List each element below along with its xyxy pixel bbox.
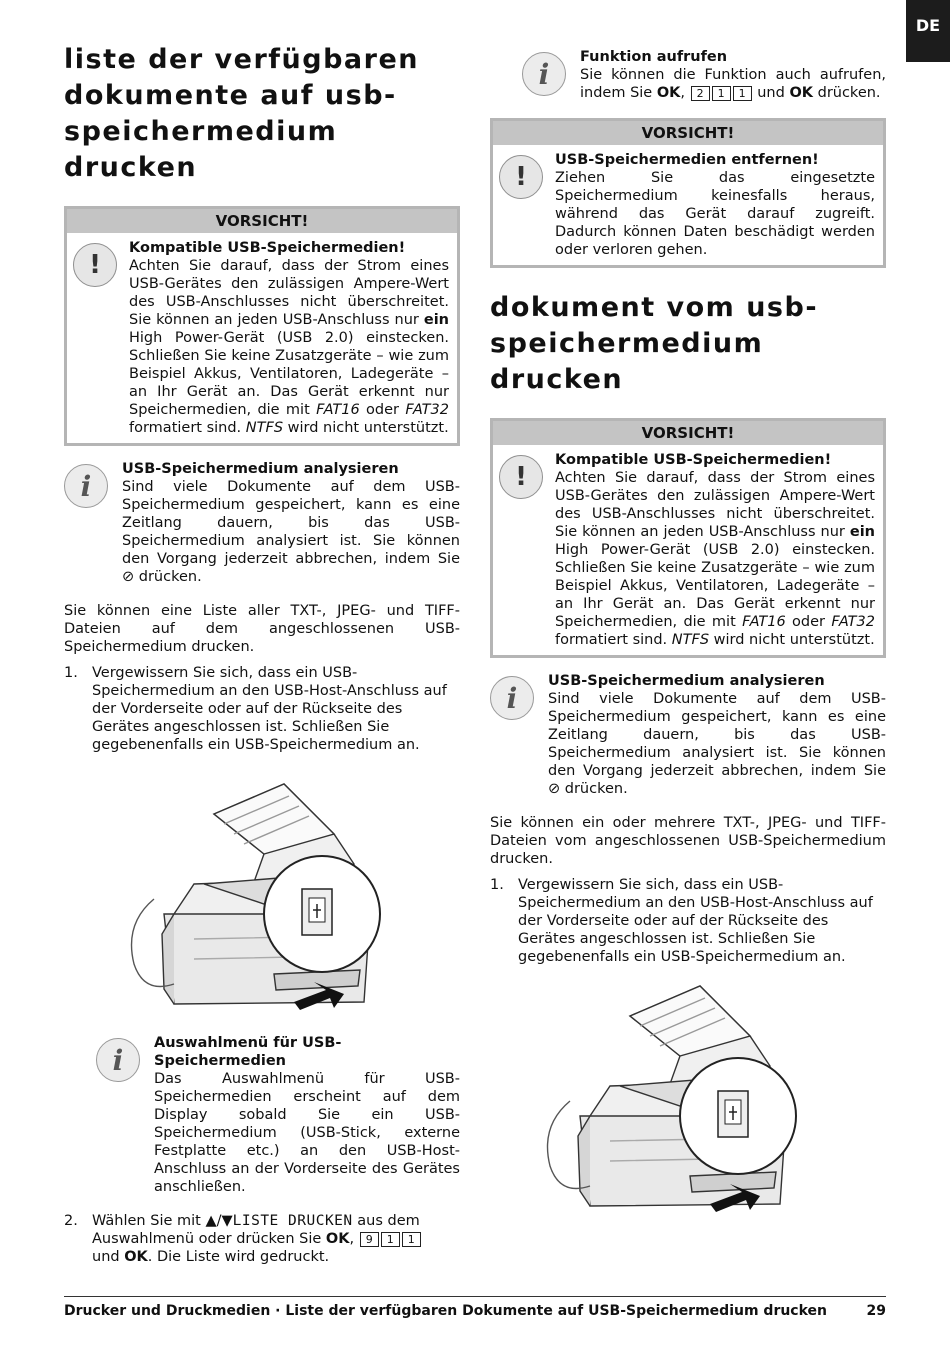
device-illustration bbox=[490, 976, 886, 1226]
exclamation-icon: ! bbox=[499, 155, 543, 199]
info-icon: i bbox=[522, 52, 566, 96]
left-column bbox=[64, 42, 460, 1276]
up-down-arrows-icon: ▲/▼ bbox=[205, 1213, 233, 1229]
warning-text: Ziehen Sie das eingesetzte Speichermedium keinesfalls heraus, während das Gerät darauf zugreift. Dadurch können Daten beschädigt werden oder verloren gehen. bbox=[555, 170, 875, 258]
right-column bbox=[490, 48, 886, 1226]
language-tab: DE bbox=[906, 0, 950, 62]
warning-title: Kompatible USB-Speichermedien! bbox=[555, 452, 832, 468]
step-2: 2. Wählen Sie mit ▲/▼LISTE DRUCKEN aus dem Auswahlmenü oder drücken Sie OK, 9 1 1 und OK. Die Liste wird gedruckt. bbox=[64, 1213, 420, 1265]
step-1: 1. Vergewissern Sie sich, dass ein USB-Speichermedium an den USB-Host-Anschluss auf der Vorderseite oder auf der Rückseite des Gerätes angeschlossen ist. Schließen Sie gegebenenfalls ein USB-Speichermedium an. bbox=[64, 665, 447, 753]
warning-label: VORSICHT! bbox=[493, 121, 883, 145]
info-box bbox=[490, 672, 886, 798]
key-1: 1 bbox=[733, 86, 752, 101]
step-1: 1. Vergewissern Sie sich, dass ein USB-Speichermedium an den USB-Host-Anschluss auf der Vorderseite oder auf der Rückseite des Gerätes angeschlossen ist. Schließen Sie gegebenenfalls ein USB-Speichermedium an. bbox=[490, 877, 873, 965]
intro-paragraph: Sie können ein oder mehrere TXT-, JPEG- und TIFF-Dateien vom angeschlossenen USB-Speichermedium drucken. bbox=[490, 815, 886, 867]
info-box bbox=[522, 48, 886, 102]
exclamation-icon: ! bbox=[499, 455, 543, 499]
stop-icon: ⊘ bbox=[122, 569, 135, 585]
info-title: Auswahlmenü für USB-Speichermedien bbox=[154, 1035, 342, 1069]
key-1: 1 bbox=[712, 86, 731, 101]
info-icon: i bbox=[64, 464, 108, 508]
device-illustration bbox=[64, 764, 460, 1026]
info-icon: i bbox=[490, 676, 534, 720]
warning-label: VORSICHT! bbox=[67, 209, 457, 233]
steps-list bbox=[64, 664, 460, 754]
info-title: USB-Speichermedium analysieren bbox=[548, 673, 825, 689]
warning-title: Kompatible USB-Speichermedien! bbox=[129, 240, 406, 256]
key-1: 1 bbox=[381, 1232, 400, 1247]
page-footer bbox=[64, 1296, 886, 1319]
section-heading: dokument vom usb-speichermedium drucken bbox=[490, 292, 819, 395]
info-text: Sind viele Dokumente auf dem USB-Speichermedium gespeichert, kann es eine Zeitlang dauern, bis das USB-Speichermedium analysiert ist. Sie können den Vorgang jederzeit abbrechen, indem Sie ⊘ drücken. bbox=[548, 691, 886, 797]
info-title: Funktion aufrufen bbox=[580, 49, 728, 65]
info-text: Sie können die Funktion auch aufrufen, indem Sie OK, 2 1 1 und OK drücken. bbox=[580, 67, 886, 101]
section-heading: liste der verfügbaren dokumente auf usb-speichermedium drucken bbox=[64, 44, 419, 183]
key-1: 1 bbox=[402, 1232, 421, 1247]
lcd-text: LISTE DRUCKEN bbox=[232, 1213, 353, 1229]
footer-text: Drucker und Druckmedien · Liste der verfügbaren Dokumente auf USB-Speichermedium drucken bbox=[64, 1303, 828, 1319]
key-2: 2 bbox=[691, 86, 710, 101]
info-icon: i bbox=[96, 1038, 140, 1082]
info-text: Sind viele Dokumente auf dem USB-Speichermedium gespeichert, kann es eine Zeitlang dauern, bis das USB-Speichermedium analysiert ist. Sie können den Vorgang jederzeit abbrechen, indem Sie ⊘ drücken. bbox=[122, 479, 460, 585]
info-title: USB-Speichermedium analysieren bbox=[122, 461, 399, 477]
info-box bbox=[64, 460, 460, 586]
exclamation-icon: ! bbox=[73, 243, 117, 287]
intro-paragraph: Sie können eine Liste aller TXT-, JPEG- und TIFF-Dateien auf dem angeschlossenen USB-Speichermedium drucken. bbox=[64, 603, 460, 655]
steps-list bbox=[490, 876, 886, 966]
info-text: Das Auswahlmenü für USB-Speichermedien erscheint auf dem Display sobald Sie ein USB-Speichermedium (USB-Stick, externe Festplatte etc.) an den USB-Host-Anschluss an der Vorderseite des Gerätes anschließen. bbox=[154, 1071, 460, 1195]
warning-box bbox=[64, 206, 460, 446]
warning-label: VORSICHT! bbox=[493, 421, 883, 445]
warning-title: USB-Speichermedien entfernen! bbox=[555, 152, 819, 168]
stop-icon: ⊘ bbox=[548, 781, 561, 797]
warning-box bbox=[490, 118, 886, 268]
warning-box bbox=[490, 418, 886, 658]
steps-list bbox=[64, 1212, 460, 1266]
warning-text: Achten Sie darauf, dass der Strom eines USB-Gerätes den zulässigen Ampere-Wert des USB-Anschlusses nicht überschreitet. Sie können an jeden USB-Anschluss nur ein High Power-Gerät (USB 2.0) einstecken. Schließen Sie keine Zusatzgeräte – wie zum Beispiel Akkus, Ventilatoren, Ladegeräte – an Ihr Gerät an. Das Gerät erkennt nur Speichermedien, die mit FAT16 oder FAT32 formatiert sind. NTFS wird nicht unterstützt. bbox=[555, 470, 875, 648]
page-number: 29 bbox=[866, 1303, 886, 1319]
info-box bbox=[96, 1034, 460, 1196]
key-9: 9 bbox=[360, 1232, 379, 1247]
warning-text: Achten Sie darauf, dass der Strom eines USB-Gerätes den zulässigen Ampere-Wert des USB-Anschlusses nicht überschreitet. Sie können an jeden USB-Anschluss nur ein High Power-Gerät (USB 2.0) einstecken. Schließen Sie keine Zusatzgeräte – wie zum Beispiel Akkus, Ventilatoren, Ladegeräte – an Ihr Gerät an. Das Gerät erkennt nur Speichermedien, die mit FAT16 oder FAT32 formatiert sind. NTFS wird nicht unterstützt. bbox=[129, 258, 449, 436]
